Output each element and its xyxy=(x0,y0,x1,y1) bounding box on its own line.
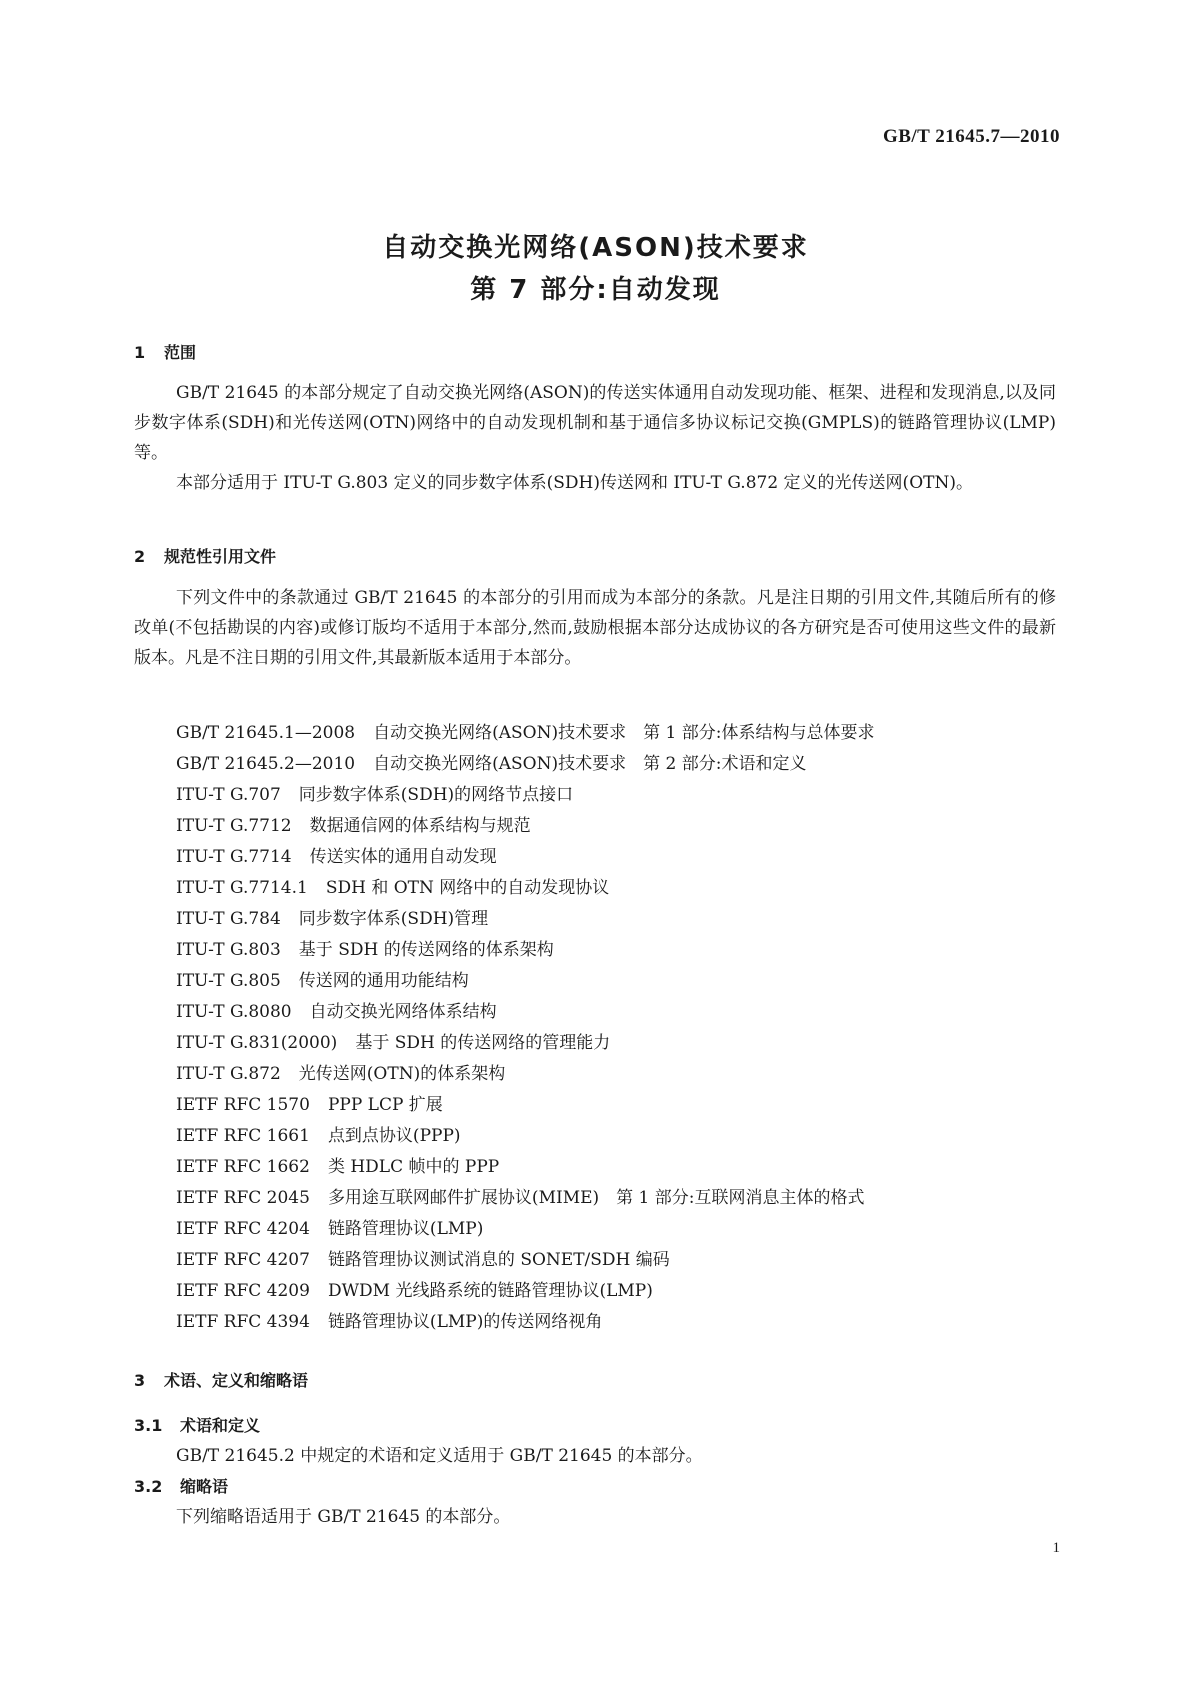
reference-item xyxy=(176,811,874,842)
reference-item xyxy=(176,873,874,904)
section-3-1-text: GB/T 21645.2 中规定的术语和定义适用于 GB/T 21645 的本部分。 xyxy=(176,1446,703,1466)
reference-code: GB/T 21645.1—2008 xyxy=(176,723,356,743)
reference-code: ITU-T G.803 xyxy=(176,940,281,960)
reference-title: SDH 和 OTN 网络中的自动发现协议 xyxy=(325,878,610,898)
reference-code: IETF RFC 1662 xyxy=(176,1157,310,1177)
reference-item xyxy=(176,780,874,811)
section-3-1-heading xyxy=(134,1413,260,1436)
standard-code: GB/T 21645.7—2010 xyxy=(882,126,1060,147)
reference-code: IETF RFC 4207 xyxy=(176,1250,310,1270)
reference-code: ITU-T G.805 xyxy=(176,971,281,991)
reference-code: ITU-T G.872 xyxy=(176,1064,281,1084)
reference-title: 光传送网(OTN)的体系架构 xyxy=(298,1064,506,1084)
reference-item xyxy=(176,904,874,935)
reference-item xyxy=(176,935,874,966)
reference-item xyxy=(176,1276,874,1307)
document-subtitle: 第 7 部分:自动发现 xyxy=(470,275,721,305)
section-number: 3.1 xyxy=(134,1416,163,1435)
reference-item xyxy=(176,1121,874,1152)
section-2-heading xyxy=(134,544,276,567)
reference-title: 链路管理协议测试消息的 SONET/SDH 编码 xyxy=(327,1250,670,1270)
reference-item xyxy=(176,749,874,780)
reference-code: ITU-T G.707 xyxy=(176,785,281,805)
reference-title: 类 HDLC 帧中的 PPP xyxy=(327,1157,500,1177)
reference-item xyxy=(176,1183,874,1214)
reference-item xyxy=(176,718,874,749)
section-3-2-text: 下列缩略语适用于 GB/T 21645 的本部分。 xyxy=(176,1507,511,1527)
reference-title: 自动交换光网络(ASON)技术要求 第 2 部分:术语和定义 xyxy=(373,754,807,774)
reference-code: ITU-T G.7714.1 xyxy=(176,878,308,898)
reference-title: 传送网的通用功能结构 xyxy=(298,971,469,991)
section-title: 规范性引用文件 xyxy=(164,547,277,566)
reference-title: 链路管理协议(LMP) xyxy=(327,1219,484,1239)
section-title: 术语、定义和缩略语 xyxy=(164,1371,309,1390)
reference-code: IETF RFC 1570 xyxy=(176,1095,310,1115)
reference-code: IETF RFC 2045 xyxy=(176,1188,310,1208)
reference-item xyxy=(176,1307,874,1338)
reference-code: ITU-T G.784 xyxy=(176,909,281,929)
section-number: 3 xyxy=(134,1371,146,1390)
reference-code: IETF RFC 4204 xyxy=(176,1219,310,1239)
reference-item xyxy=(176,997,874,1028)
reference-title: 同步数字体系(SDH)管理 xyxy=(298,909,489,929)
reference-item xyxy=(176,1245,874,1276)
reference-title: PPP LCP 扩展 xyxy=(327,1095,443,1115)
section-title: 术语和定义 xyxy=(180,1416,261,1435)
reference-code: ITU-T G.831(2000) xyxy=(176,1033,338,1053)
reference-code: ITU-T G.7714 xyxy=(176,847,292,867)
reference-code: GB/T 21645.2—2010 xyxy=(176,754,356,774)
section-title: 范围 xyxy=(164,343,197,362)
reference-code: IETF RFC 4209 xyxy=(176,1281,310,1301)
section-1-paragraph-1: GB/T 21645 的本部分规定了自动交换光网络(ASON)的传送实体通用自动发现功能、框架、进程和发现消息,以及同步数字体系(SDH)和光传送网(OTN)网络中的自动发现机制和基于通信多协议标记交换(GMPLS)的链路管理协议(LMP)等。 xyxy=(134,383,1056,463)
section-1-heading xyxy=(134,340,196,363)
reference-title: 点到点协议(PPP) xyxy=(327,1126,461,1146)
reference-code: ITU-T G.7712 xyxy=(176,816,292,836)
reference-item xyxy=(176,966,874,997)
reference-title: DWDM 光线路系统的链路管理协议(LMP) xyxy=(327,1281,653,1301)
reference-item xyxy=(176,1152,874,1183)
reference-code: IETF RFC 1661 xyxy=(176,1126,310,1146)
reference-title: 同步数字体系(SDH)的网络节点接口 xyxy=(298,785,574,805)
normative-references-list xyxy=(176,718,874,1338)
reference-title: 自动交换光网络体系结构 xyxy=(309,1002,497,1022)
section-3-2-heading xyxy=(134,1474,228,1497)
section-number: 1 xyxy=(134,343,146,362)
reference-title: 链路管理协议(LMP)的传送网络视角 xyxy=(327,1312,603,1332)
reference-item xyxy=(176,1059,874,1090)
reference-title: 基于 SDH 的传送网络的体系架构 xyxy=(298,940,554,960)
reference-title: 自动交换光网络(ASON)技术要求 第 1 部分:体系结构与总体要求 xyxy=(373,723,875,743)
reference-item xyxy=(176,1214,874,1245)
section-3-heading xyxy=(134,1368,308,1391)
reference-title: 数据通信网的体系结构与规范 xyxy=(309,816,531,836)
reference-title: 传送实体的通用自动发现 xyxy=(309,847,497,867)
reference-code: ITU-T G.8080 xyxy=(176,1002,292,1022)
reference-item xyxy=(176,1090,874,1121)
section-2-paragraph: 下列文件中的条款通过 GB/T 21645 的本部分的引用而成为本部分的条款。凡是注日期的引用文件,其随后所有的修改单(不包括勘误的内容)或修订版均不适用于本部分,然而,鼓励根据本部分达成协议的各方研究是否可使用这些文件的最新版本。凡是不注日期的引用文件,其最新版本适用于本部分。 xyxy=(134,588,1056,668)
reference-item xyxy=(176,842,874,873)
section-1-paragraph-2: 本部分适用于 ITU-T G.803 定义的同步数字体系(SDH)传送网和 ITU-T G.872 定义的光传送网(OTN)。 xyxy=(176,473,973,493)
document-title: 自动交换光网络(ASON)技术要求 xyxy=(382,233,809,263)
reference-code: IETF RFC 4394 xyxy=(176,1312,310,1332)
reference-title: 多用途互联网邮件扩展协议(MIME) 第 1 部分:互联网消息主体的格式 xyxy=(327,1188,865,1208)
section-number: 2 xyxy=(134,547,146,566)
section-title: 缩略语 xyxy=(180,1477,229,1496)
reference-item xyxy=(176,1028,874,1059)
section-number: 3.2 xyxy=(134,1477,163,1496)
page-number: 1 xyxy=(1052,1540,1060,1556)
reference-title: 基于 SDH 的传送网络的管理能力 xyxy=(355,1033,611,1053)
